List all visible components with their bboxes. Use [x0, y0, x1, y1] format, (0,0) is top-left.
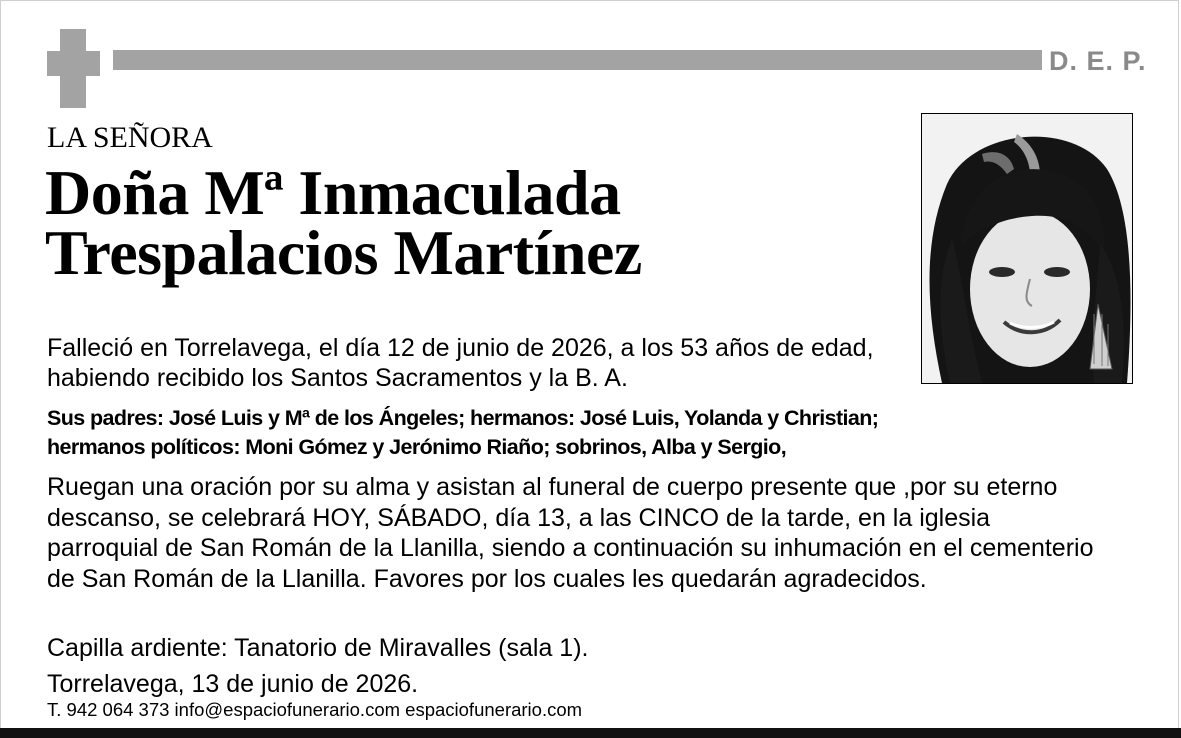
- deceased-name: [45, 157, 642, 288]
- family-line-2: hermanos políticos: Moni Gómez y Jerónimo Riaño; sobrinos, Alba y Sergio,: [47, 435, 787, 459]
- bottom-rule: [0, 728, 1181, 738]
- family-list: [47, 404, 1147, 462]
- funeral-details: Ruegan una oración por su alma y asistan al funeral de cuerpo presente que ,por su eterno descanso, se celebrará HOY, SÁBADO, día 13, a las CINCO de la tarde, en la iglesia parroquial de San Román de la Llanilla, siendo a continuación su inhumación en el cementerio de San Román de la Llanilla. Favores por los cuales les quedarán agradecidos.: [47, 473, 1094, 593]
- name-line-2: Trespalacios Martínez: [45, 217, 642, 288]
- chapel-info: Capilla ardiente: Tanatorio de Miravalles (sala 1).: [47, 634, 589, 662]
- death-notice: Falleció en Torrelavega, el día 12 de junio de 2026, a los 53 años de edad, habiendo recibido los Santos Sacramentos y la B. A.: [47, 334, 874, 392]
- place-date: Torrelavega, 13 de junio de 2026.: [47, 670, 419, 698]
- dep-label: D. E. P.: [1049, 46, 1147, 76]
- header-rule: [113, 50, 1042, 70]
- name-line-1: Doña Mª Inmaculada: [45, 157, 621, 228]
- family-line-1: Sus padres: José Luis y Mª de los Ángeles; hermanos: José Luis, Yolanda y Christian;: [47, 406, 879, 430]
- honorific-title: LA SEÑORA: [47, 121, 213, 154]
- cross-icon: [47, 29, 100, 108]
- portrait-photo: [921, 113, 1133, 384]
- contact-info: T. 942 064 373 info@espaciofunerario.com espaciofunerario.com: [47, 699, 583, 720]
